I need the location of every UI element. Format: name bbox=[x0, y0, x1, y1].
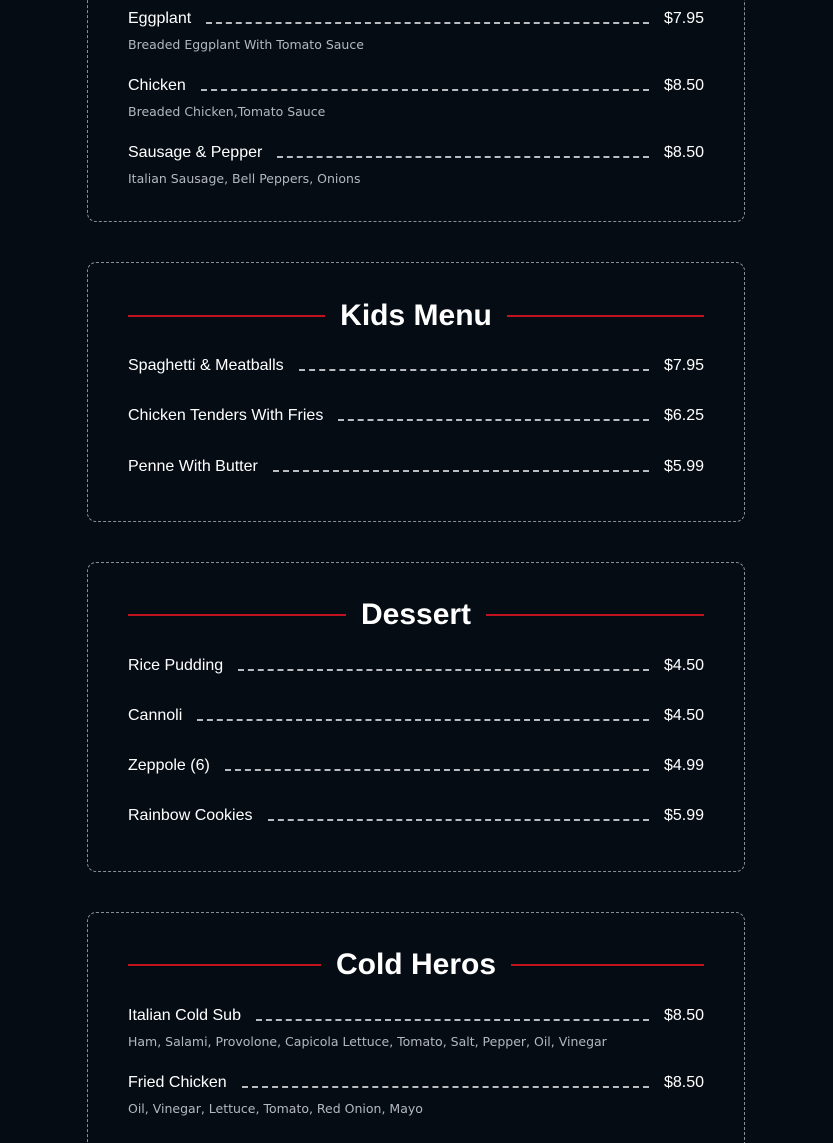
menu-item bbox=[128, 6, 704, 52]
menu-item-price: $4.50 bbox=[663, 657, 704, 674]
menu-section-card bbox=[87, 912, 745, 1143]
menu-item-price: $7.95 bbox=[663, 10, 704, 27]
menu-item-description: Oil, Vinegar, Lettuce, Tomato, Red Onion, Mayo bbox=[128, 1101, 423, 1116]
menu-item bbox=[128, 353, 704, 375]
dotted-leader bbox=[268, 819, 649, 821]
menu-item-name: Italian Cold Sub bbox=[128, 1007, 241, 1024]
section-title: Cold Heros bbox=[335, 948, 497, 981]
menu-item-price: $4.99 bbox=[663, 757, 704, 774]
menu-item bbox=[128, 140, 704, 186]
menu-item-name: Rice Pudding bbox=[128, 657, 224, 674]
menu-item-price: $5.99 bbox=[663, 458, 704, 475]
heading-rule-left bbox=[128, 964, 321, 966]
dotted-leader bbox=[197, 719, 649, 721]
menu-item-price: $7.95 bbox=[663, 357, 704, 374]
heading-rule-left bbox=[128, 315, 325, 317]
menu-item bbox=[128, 753, 704, 775]
menu-item-description: Italian Sausage, Bell Peppers, Onions bbox=[128, 171, 361, 186]
menu-item bbox=[128, 1070, 704, 1116]
menu-item-name: Sausage & Pepper bbox=[128, 144, 263, 161]
dotted-leader bbox=[299, 369, 649, 371]
menu-item-description: Breaded Chicken,Tomato Sauce bbox=[128, 104, 326, 119]
menu-item bbox=[128, 803, 704, 825]
menu-section-card bbox=[87, 262, 745, 522]
menu-item bbox=[128, 703, 704, 725]
dotted-leader bbox=[225, 769, 649, 771]
section-title: Kids Menu bbox=[340, 299, 492, 332]
menu-item-name: Cannoli bbox=[128, 707, 183, 724]
menu-item bbox=[128, 653, 704, 675]
menu-item bbox=[128, 454, 704, 476]
heading-rule-right bbox=[511, 964, 704, 966]
dotted-leader bbox=[256, 1019, 649, 1021]
dotted-leader bbox=[338, 419, 649, 421]
menu-item-price: $6.25 bbox=[663, 407, 704, 424]
menu-section-card bbox=[87, 562, 745, 872]
section-heading bbox=[128, 945, 704, 985]
menu-item-name: Rainbow Cookies bbox=[128, 807, 253, 824]
section-heading bbox=[128, 595, 704, 635]
menu-item-price: $8.50 bbox=[663, 77, 704, 94]
menu-item-price: $5.99 bbox=[663, 807, 704, 824]
menu-item-description: Ham, Salami, Provolone, Capicola Lettuce, Tomato, Salt, Pepper, Oil, Vinegar bbox=[128, 1034, 607, 1049]
section-title: Dessert bbox=[360, 598, 472, 631]
menu-item bbox=[128, 403, 704, 425]
dotted-leader bbox=[238, 669, 649, 671]
menu-item-description: Breaded Eggplant With Tomato Sauce bbox=[128, 37, 364, 52]
dotted-leader bbox=[273, 470, 649, 472]
section-heading bbox=[128, 296, 704, 336]
menu-item-price: $8.50 bbox=[663, 1074, 704, 1091]
menu-item-name: Chicken Tenders With Fries bbox=[128, 407, 324, 424]
menu-item-name: Spaghetti & Meatballs bbox=[128, 357, 284, 374]
dotted-leader bbox=[277, 156, 649, 158]
heading-rule-right bbox=[507, 315, 704, 317]
menu-item-name: Eggplant bbox=[128, 10, 192, 27]
heading-rule-left bbox=[128, 614, 346, 616]
menu-item-name: Fried Chicken bbox=[128, 1074, 227, 1091]
menu-item bbox=[128, 1003, 704, 1049]
menu-item-price: $8.50 bbox=[663, 144, 704, 161]
menu-item-name: Penne With Butter bbox=[128, 458, 258, 475]
menu-item-price: $8.50 bbox=[663, 1007, 704, 1024]
menu-item-price: $4.50 bbox=[663, 707, 704, 724]
dotted-leader bbox=[206, 22, 649, 24]
menu-item bbox=[128, 73, 704, 119]
menu-item-name: Chicken bbox=[128, 77, 186, 94]
menu-item-name: Zeppole (6) bbox=[128, 757, 210, 774]
heading-rule-right bbox=[486, 614, 704, 616]
dotted-leader bbox=[201, 89, 649, 91]
menu-section-card bbox=[87, 0, 745, 222]
dotted-leader bbox=[242, 1086, 649, 1088]
